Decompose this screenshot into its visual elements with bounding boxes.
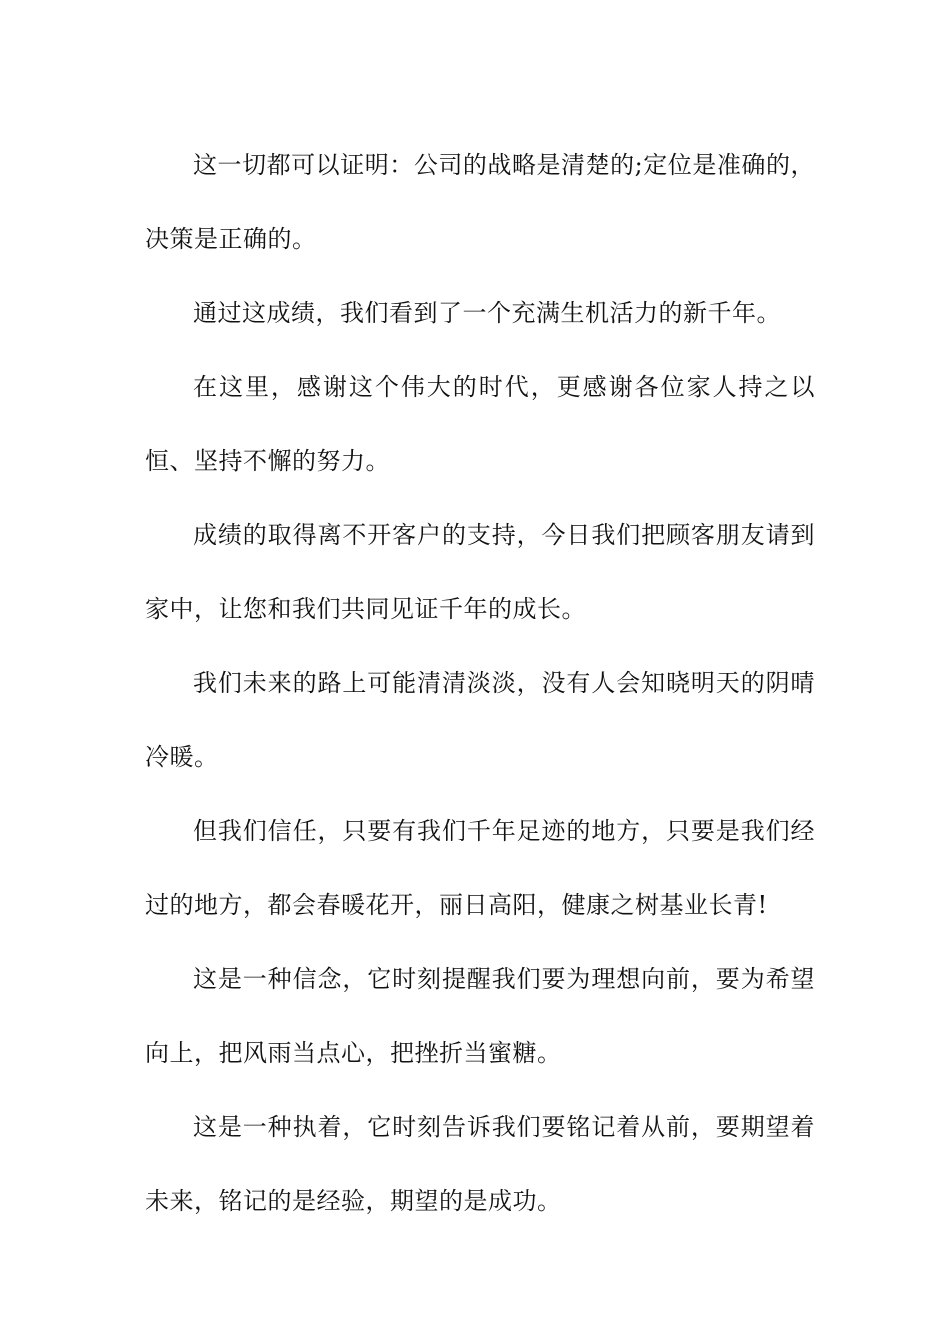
paragraph-5: 我们未来的路上可能清清淡淡，没有人会知晓明天的阴晴冷暖。 (145, 669, 815, 771)
paragraph-7: 这是一种信念，它时刻提醒我们要为理想向前，要为希望向上，把风雨当点心，把挫折当蜜糖。 (145, 965, 815, 1067)
paragraph-8: 这是一种执着，它时刻告诉我们要铭记着从前，要期望着未来，铭记的是经验，期望的是成功。 (145, 1113, 815, 1215)
paragraph-4: 成绩的取得离不开客户的支持，今日我们把顾客朋友请到家中，让您和我们共同见证千年的成长。 (145, 521, 815, 623)
paragraph-2: 通过这成绩，我们看到了一个充满生机活力的新千年。 (193, 299, 781, 327)
paragraph-3: 在这里，感谢这个伟大的时代，更感谢各位家人持之以恒、坚持不懈的努力。 (145, 373, 815, 475)
paragraph-1: 这一切都可以证明：公司的战略是清楚的;定位是准确的，决策是正确的。 (145, 151, 815, 253)
paragraph-6: 但我们信任，只要有我们千年足迹的地方，只要是我们经过的地方，都会春暖花开，丽日高阳，健康之树基业长青! (145, 817, 815, 919)
document-body (145, 128, 815, 1238)
